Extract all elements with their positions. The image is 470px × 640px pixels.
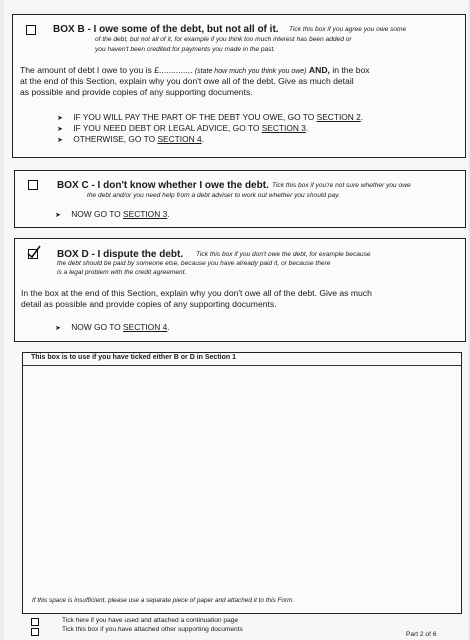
box-d-line-1: In the box at the end of this Section, explain why you don't owe all of the debt. Give as much: [21, 288, 372, 298]
box-d-line-2: detail as possible and provide copies of any supporting documents.: [21, 299, 277, 309]
arrow-icon: ➤: [57, 115, 63, 122]
box-d-title: BOX D - I dispute the debt.: [57, 249, 184, 260]
link-section-3[interactable]: SECTION 3: [123, 209, 168, 219]
box-c-checkbox[interactable]: [28, 180, 38, 190]
continuation-checkbox[interactable]: [31, 618, 39, 626]
box-b-line-3: as possible and provide copies of any supporting documents.: [20, 87, 253, 97]
box-c-panel: [14, 170, 466, 228]
link-section-3[interactable]: SECTION 3: [261, 123, 306, 133]
box-c-note-1: Tick this box if you're not sure whether you owe: [272, 182, 411, 189]
box-b-panel: [12, 14, 466, 158]
box-b-note-2: of the debt, but not all of it, for example if you think too much interest has been added or: [95, 36, 352, 43]
box-d-checkbox[interactable]: [28, 249, 38, 259]
form-page: [4, 0, 468, 640]
box-b-note-3: you haven't been credited for payments you made in the past.: [95, 46, 276, 53]
box-b-note-1: Tick this box if you agree you owe some: [289, 26, 407, 33]
explanation-textarea[interactable]: [23, 366, 461, 596]
box-c-note-2: the debt and/or you need help from a debt adviser to work out whether you should pay.: [87, 192, 340, 199]
box-d-option: ➤ NOW GO TO SECTION 4.: [55, 322, 170, 332]
box-b-title: BOX B - I owe some of the debt, but not all of it.: [53, 24, 279, 35]
link-section-2[interactable]: SECTION 2: [316, 112, 361, 122]
supporting-docs-label: Tick this box if you have attached other supporting documents: [62, 626, 243, 633]
arrow-icon: ➤: [55, 212, 61, 219]
box-b-option-2: ➤ IF YOU NEED DEBT OR LEGAL ADVICE, GO TO SECTION 3.: [57, 123, 309, 133]
continuation-label: Tick here if you have used and attached a continuation page: [62, 617, 239, 624]
box-b-amount-line: The amount of debt I owe to you is £.............. (state how much you think you owe) AND, in the box: [20, 65, 370, 75]
box-b-option-3: ➤ OTHERWISE, GO TO SECTION 4.: [57, 134, 204, 144]
box-d-note-2: the debt should be paid by someone else, because you have already paid it, or because there: [57, 260, 331, 267]
check-mark-icon: [27, 245, 41, 259]
arrow-icon: ➤: [55, 325, 61, 332]
arrow-icon: ➤: [57, 137, 63, 144]
explanation-box: [22, 352, 462, 614]
supporting-docs-checkbox[interactable]: [31, 628, 39, 636]
amount-field[interactable]: ..............: [159, 65, 193, 75]
box-c-title: BOX C - I don't know whether I owe the debt.: [57, 180, 269, 191]
box-d-panel: [14, 238, 466, 342]
box-d-note-1: Tick this box if you don't owe the debt, for example because: [196, 251, 371, 258]
box-b-checkbox[interactable]: [26, 25, 36, 35]
page-number: Part 2 of 6: [406, 631, 437, 638]
explanation-box-header: [23, 353, 461, 366]
link-section-4[interactable]: SECTION 4: [123, 322, 168, 332]
arrow-icon: ➤: [57, 126, 63, 133]
box-b-line-2: at the end of this Section, explain why you don't owe all of the debt. Give as much detail: [20, 76, 354, 86]
link-section-4[interactable]: SECTION 4: [157, 134, 202, 144]
insufficient-note: If this space is insufficient, please use a separate piece of paper and attached it to this Form.: [32, 597, 295, 604]
box-c-option: ➤ NOW GO TO SECTION 3.: [55, 209, 170, 219]
box-b-option-1: ➤ IF YOU WILL PAY THE PART OF THE DEBT YOU OWE, GO TO SECTION 2.: [57, 112, 364, 122]
box-d-note-3: is a legal problem with the credit agreement.: [57, 269, 187, 276]
explanation-box-title: This box is to use if you have ticked either B or D in Section 1: [31, 354, 236, 361]
